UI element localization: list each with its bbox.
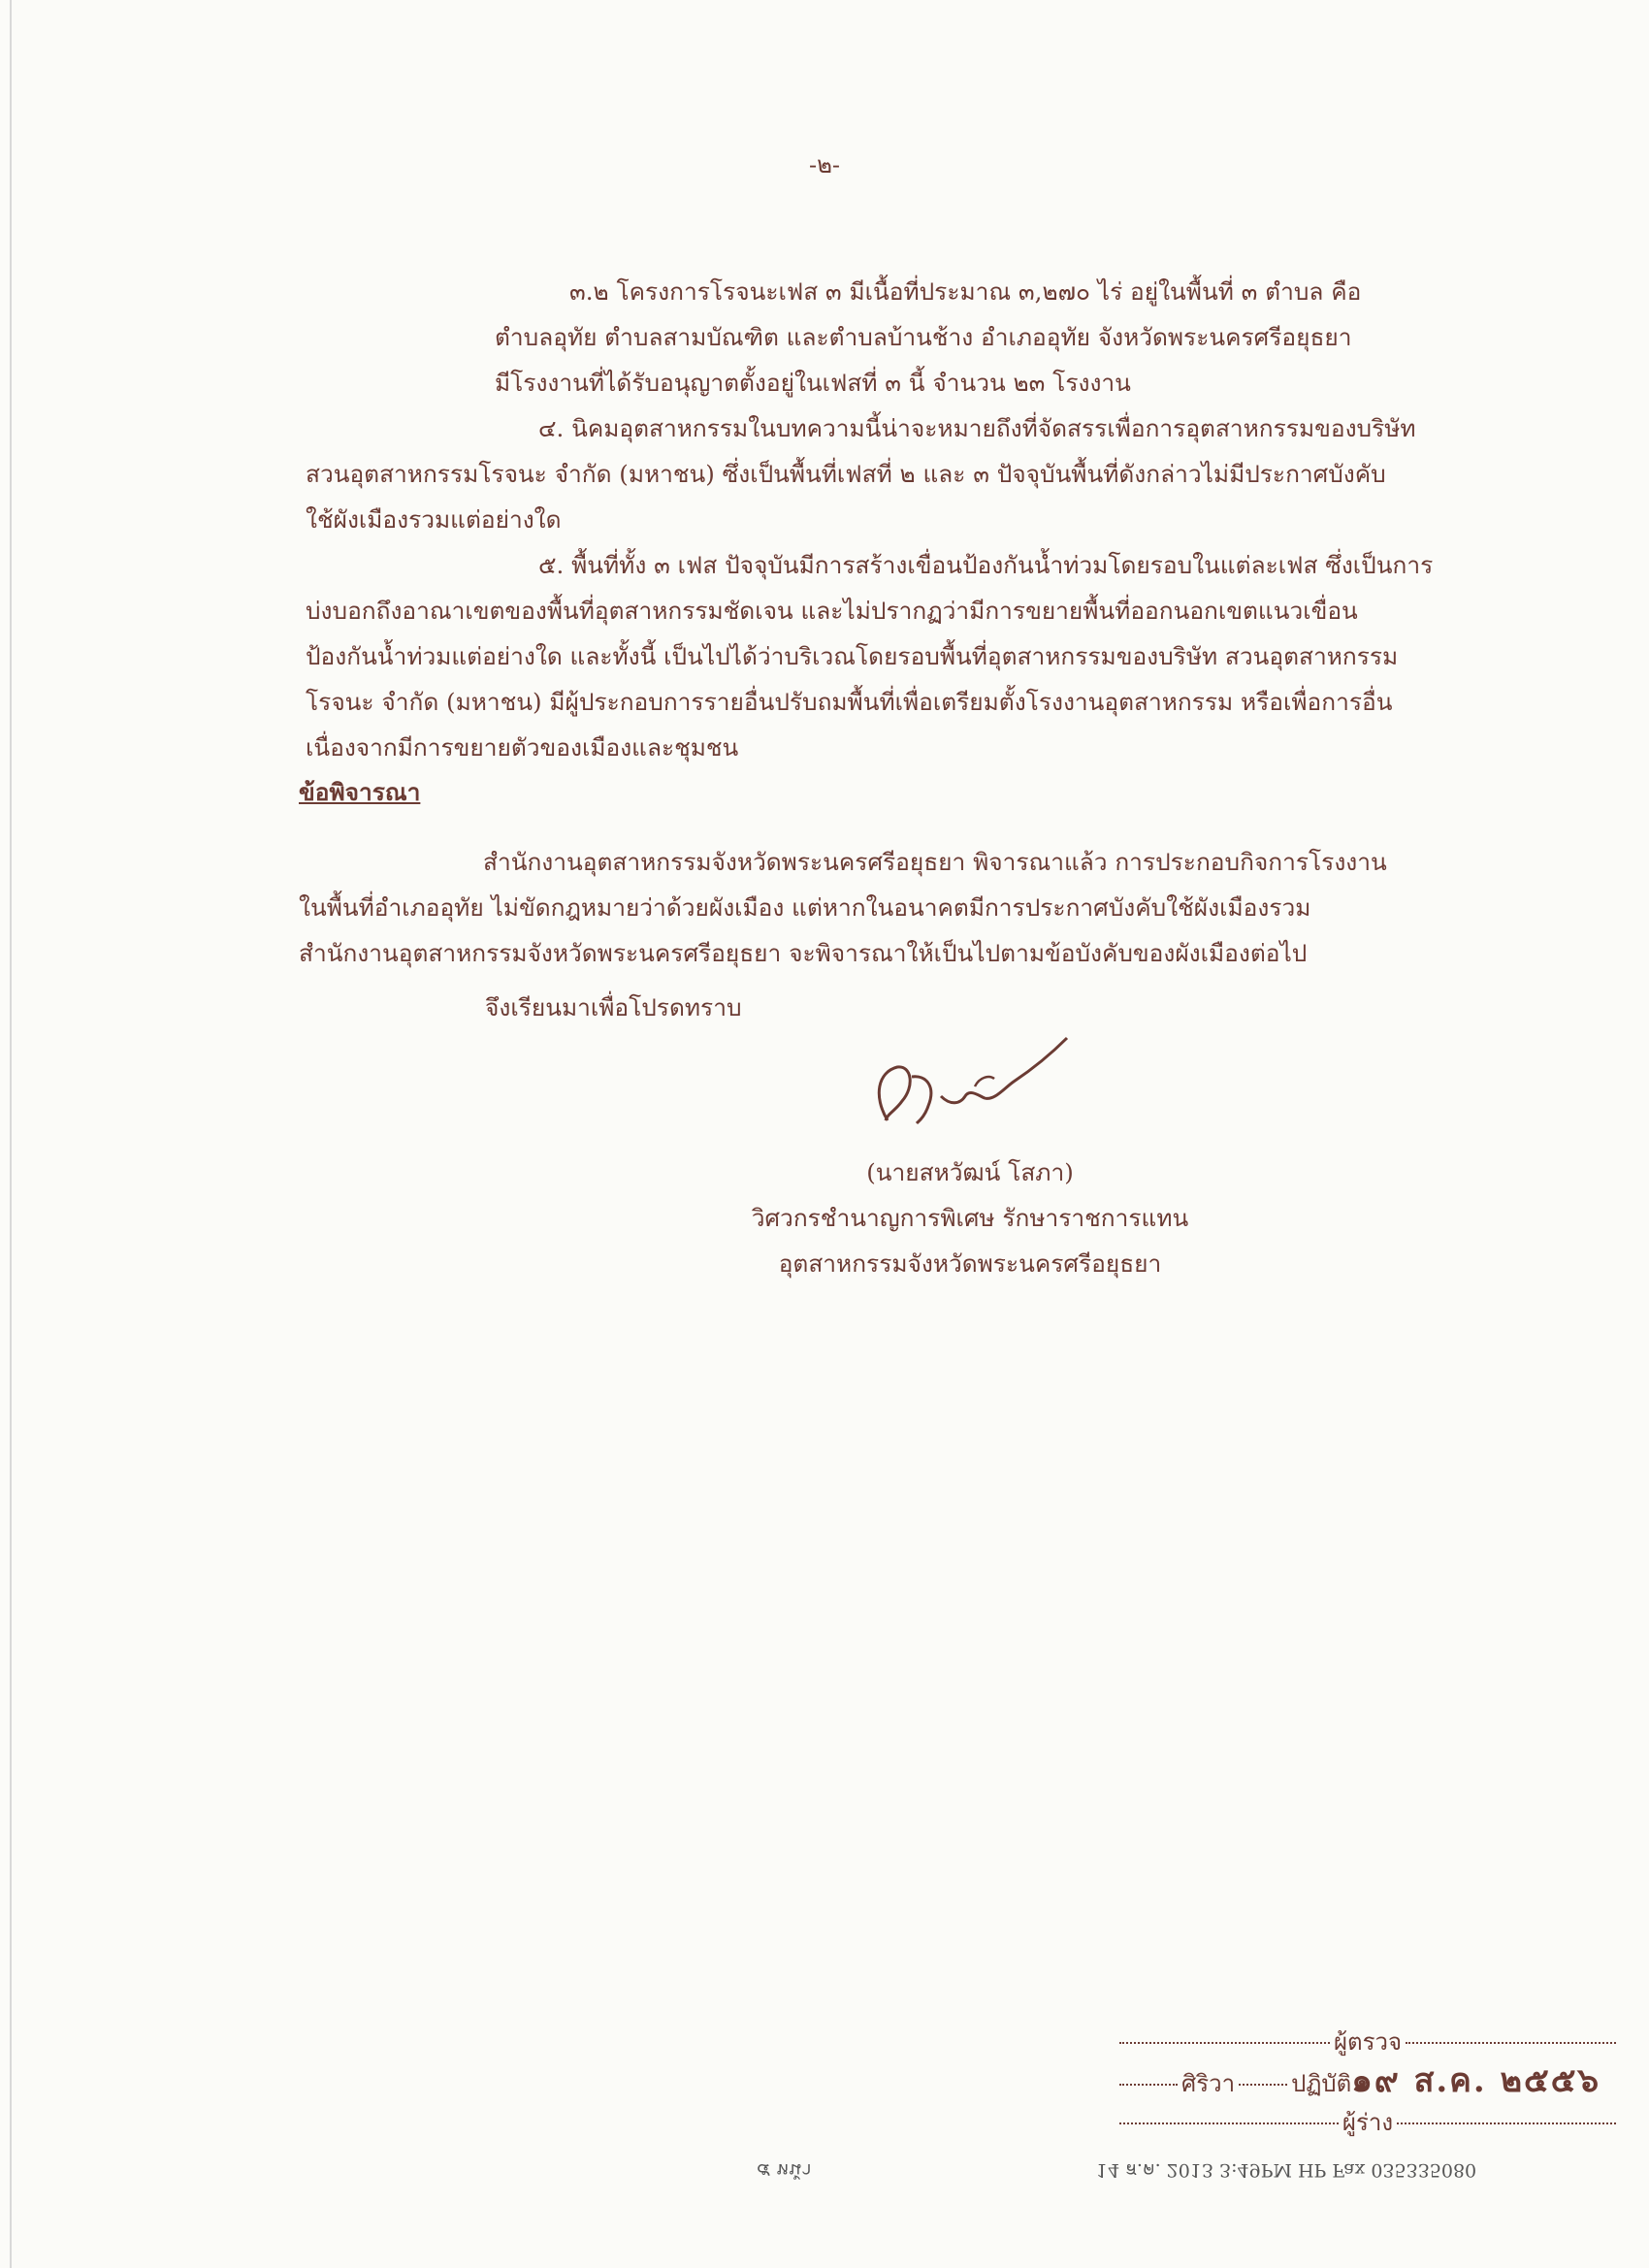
paragraph-line: มีโรงงานที่ได้รับอนุญาตตั้งอยู่ในเฟสที่ ๓ นี้ จำนวน ๒๓ โรงงาน	[495, 369, 1131, 397]
dotted-line	[1119, 2122, 1339, 2124]
fax-header: 14 ส.ค. 2013 3:49PM HP Fax 035335080	[1096, 2159, 1477, 2181]
record-date: ๑๙ ส.ค. ๒๕๕๖	[1351, 2061, 1601, 2100]
fax-page-count: ๕ หน้า	[757, 2159, 812, 2181]
scan-edge-line	[10, 0, 12, 2268]
record-prefix: ศิริวา	[1181, 2070, 1236, 2097]
dotted-line	[1397, 2122, 1616, 2124]
paragraph-line: ๓.๒ โครงการโรจนะเฟส ๓ มีเนื้อที่ประมาณ ๓,๒๗๐ ไร่ อยู่ในพื้นที่ ๓ ตำบล คือ	[569, 277, 1362, 306]
dotted-line	[1406, 2041, 1616, 2044]
signatory-block	[698, 1150, 1242, 1286]
paragraph-line: บ่งบอกถึงอาณาเขตของพื้นที่อุตสาหกรรมชัดเจน และไม่ปรากฏว่ามีการขยายพื้นที่ออกนอกเขตแนวเขื่อน	[306, 597, 1358, 625]
paragraph-line: ป้องกันน้ำท่วมแต่อย่างใด และทั้งนี้ เป็นไปได้ว่าบริเวณโดยรอบพื้นที่อุตสาหกรรมของบริษัท สวนอุตสาหกรรม	[306, 642, 1399, 670]
paragraph-3-2	[306, 269, 1484, 405]
dotted-line	[1119, 2041, 1330, 2044]
paragraph-line: ๔. นิคมอุตสาหกรรมในบทความนี้น่าจะหมายถึงที่จัดสรรเพื่อการอุตสาหกรรมของบริษัท	[538, 414, 1416, 442]
consideration-paragraph	[299, 839, 1477, 976]
record-stamp	[1116, 2023, 1620, 2142]
paragraph-line: ในพื้นที่อำเภออุทัย ไม่ขัดกฎหมายว่าด้วยผังเมือง แต่หากในอนาคตมีการประกาศบังคับใช้ผังเมืองรวม	[299, 893, 1311, 922]
signatory-position: วิศวกรชำนาญการพิเศษ รักษาราชการแทน	[751, 1204, 1189, 1232]
page-number: -๒-	[808, 151, 841, 178]
dotted-line	[1239, 2083, 1287, 2086]
paragraph-line: ๕. พื้นที่ทั้ง ๓ เฟส ปัจจุบันมีการสร้างเขื่อนป้องกันน้ำท่วมโดยรอบในแต่ละเฟส ซึ่งเป็นการ	[538, 551, 1434, 579]
record-label: ปฏิบัติ	[1291, 2070, 1352, 2097]
signatory-name: (นายสหวัฒน์ โสภา)	[866, 1158, 1074, 1186]
record-label: ผู้ตรวจ	[1333, 2028, 1403, 2056]
dotted-line	[1119, 2083, 1178, 2086]
record-row-drafter	[1116, 2103, 1620, 2142]
paragraph-4	[306, 405, 1484, 542]
record-label: ผู้ร่าง	[1342, 2109, 1394, 2136]
record-row-operator	[1116, 2061, 1620, 2103]
paragraph-line: ตำบลอุทัย ตำบลสามบัณฑิต และตำบลบ้านช้าง อำเภออุทัย จังหวัดพระนครศรีอยุธยา	[495, 323, 1352, 351]
paragraph-line: สำนักงานอุตสาหกรรมจังหวัดพระนครศรีอยุธยา พิจารณาแล้ว การประกอบกิจการโรงงาน	[483, 848, 1387, 876]
paragraph-5	[306, 542, 1484, 770]
signatory-office: อุตสาหกรรมจังหวัดพระนครศรีอยุธยา	[778, 1249, 1162, 1278]
closing-line: จึงเรียนมาเพื่อโปรดทราบ	[485, 993, 742, 1021]
paragraph-line: โรจนะ จำกัด (มหาชน) มีผู้ประกอบการรายอื่นปรับถมพื้นที่เพื่อเตรียมตั้งโรงงานอุตสาหกรรม หรือเพื่อการอื่น	[306, 688, 1393, 716]
record-row-inspector	[1116, 2023, 1620, 2061]
paragraph-line: ใช้ผังเมืองรวมแต่อย่างใด	[306, 505, 562, 534]
paragraph-line: เนื่องจากมีการขยายตัวของเมืองและชุมชน	[306, 733, 739, 761]
paragraph-line: สำนักงานอุตสาหกรรมจังหวัดพระนครศรีอยุธยา จะพิจารณาให้เป็นไปตามข้อบังคับของผังเมืองต่อไป	[299, 939, 1308, 967]
signature-mark	[858, 1028, 1082, 1135]
paragraph-line: สวนอุตสาหกรรมโรจนะ จำกัด (มหาชน) ซึ่งเป็นพื้นที่เฟสที่ ๒ และ ๓ ปัจจุบันพื้นที่ดังกล่าวไม่มีประกาศบังคับ	[306, 460, 1386, 488]
consideration-heading: ข้อพิจารณา	[299, 778, 421, 806]
